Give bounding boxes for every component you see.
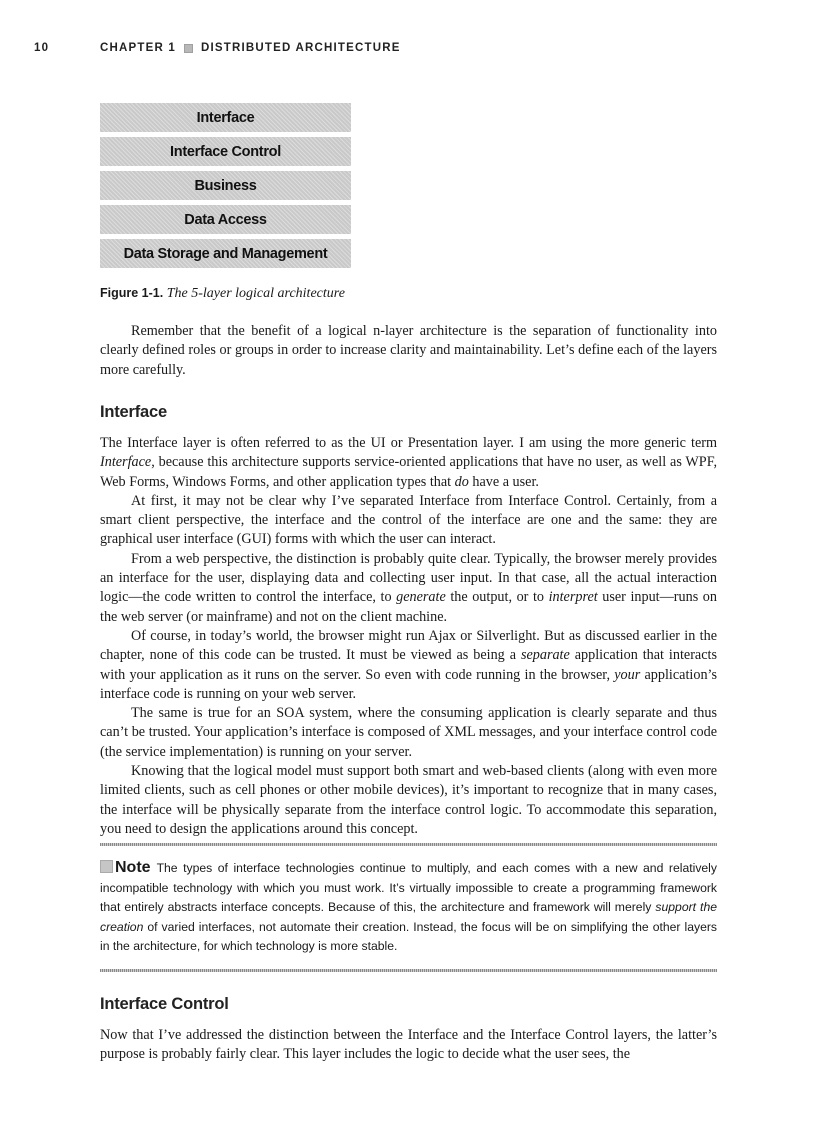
paragraph: The same is true for an SOA system, where the consuming application is clearly separate and thus can’t be trusted. Your application’s interface is composed of XML messages, and your interface control code (the service implementation) is running on your server. xyxy=(100,705,717,760)
paragraph: The Interface layer is often referred to as the UI or Presentation layer. I am using the more generic term Interface, because this architecture supports service-oriented applications that have no user, as well as WPF, Web Forms, Windows Forms, and other application types that do have a user. xyxy=(100,435,717,490)
note-bottom-rule xyxy=(100,969,717,972)
layer-interface-control: Interface Control xyxy=(100,137,351,166)
note-label: Note xyxy=(115,859,151,876)
paragraph: Now that I’ve addressed the distinction between the Interface and the Interface Control layers, the latter’s purpose is probably fairly clear. This layer includes the logic to decide what the user sees, the xyxy=(100,1027,717,1063)
layer-data-storage: Data Storage and Management xyxy=(100,239,351,268)
running-head xyxy=(34,42,782,54)
caption-label: Figure 1-1. xyxy=(100,286,164,300)
paragraph: From a web perspective, the distinction is probably quite clear. Typically, the browser merely provides an interface for the user, displaying data and collecting user input. In that case, all the actual interaction logic—the code written to control the interface, to generate the output, or to interpret user input—runs on the web server (or mainframe) and not on the client machine. xyxy=(100,550,717,625)
layer-business: Business xyxy=(100,171,351,200)
interface-section xyxy=(100,403,717,839)
section-heading-interface: Interface xyxy=(100,403,167,421)
caption-text: The 5-layer logical architecture xyxy=(166,286,345,301)
paragraph: Knowing that the logical model must support both smart and web-based clients (along with even more limited clients, such as cell phones or other mobile devices), it’s important to recognize that in many cases, the interface will be physically separate from the interface control logic. To accommodate this separation, you need to design the applications around this concept. xyxy=(100,763,717,837)
chapter-label: CHAPTER 1 xyxy=(100,42,176,54)
note-square-icon xyxy=(100,860,113,873)
layer-data-access: Data Access xyxy=(100,205,351,234)
layer-diagram xyxy=(100,103,351,273)
layer-interface: Interface xyxy=(100,103,351,132)
paragraph: At first, it may not be clear why I’ve separated Interface from Interface Control. Certainly, from a smart client perspective, the interface and the control of the interface are one and the same: they are graphical user interface (GUI) forms with which the user can interact. xyxy=(100,492,717,548)
interface-control-section xyxy=(100,995,717,1065)
page-number: 10 xyxy=(34,42,50,54)
note-body: Note The types of interface technologies continue to multiply, and each comes with a new and relatively incompatible technology with which you must work. It’s virtually impossible to create a programming framework that entirely abstracts interface concepts. Because of this, the architecture and framework will merely support the creation of varied interfaces, not automate their creation. Instead, the focus will be on simplifying the other layers in the architecture, for which technology is more stable. xyxy=(100,859,717,954)
paragraph: Of course, in today’s world, the browser might run Ajax or Silverlight. But as discussed earlier in the chapter, none of this code can be trusted. It must be viewed as being a separate application that interacts with your application as it runs on the server. So even with code running in the browser, your application’s interface code is running on your web server. xyxy=(100,627,717,702)
intro-paragraph: Remember that the benefit of a logical n-layer architecture is the separation of functionality into clearly defined roles or groups in order to increase clarity and maintainability. Let’s define each of the layers more carefully. xyxy=(100,323,717,378)
section-heading-interface-control: Interface Control xyxy=(100,995,229,1013)
square-bullet-icon xyxy=(184,44,193,53)
intro-block xyxy=(100,322,717,380)
figure-caption xyxy=(100,286,345,302)
note-box xyxy=(100,843,717,972)
chapter-title: DISTRIBUTED ARCHITECTURE xyxy=(200,42,401,54)
